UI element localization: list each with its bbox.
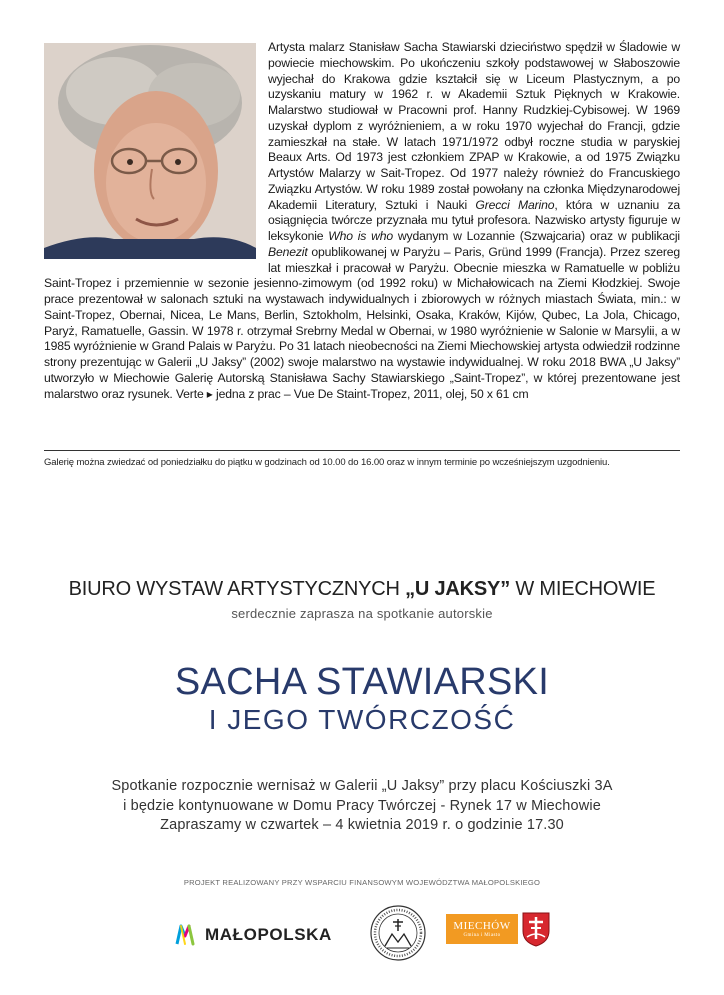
bio-text-part-3: wydanym w Lozannie (Szwajcaria) oraz w publikacji: [393, 229, 680, 243]
miechow-wordmark-box: [446, 914, 518, 944]
artist-name-title: SACHA STAWIARSKI: [174, 661, 550, 703]
miechow-logo: [446, 911, 551, 947]
event-details-line-1: Spotkanie rozpocznie wernisaż w Galerii „U Jaksy” przy placu Kościuszki 3A: [111, 778, 613, 794]
event-details: [0, 777, 724, 836]
miechow-name: MIECHÓW: [453, 919, 511, 932]
bwa-u-jaksy-seal-icon: [369, 904, 427, 967]
event-details-line-2: i będzie kontynuowane w Domu Pracy Twórczej - Rynek 17 w Miechowie: [123, 797, 601, 814]
bio-emphasis-grecci-marino: Grecci Marino: [475, 197, 555, 212]
miechow-coat-of-arms-icon: [521, 911, 551, 947]
organizer-name: „U JAKSY”: [405, 578, 510, 600]
portrait-spacer: [44, 40, 268, 265]
malopolska-m-icon: [175, 924, 199, 946]
miechow-subtitle: Gmina i Miasto: [463, 932, 501, 938]
malopolska-logo: [175, 920, 332, 950]
divider-line: [44, 450, 680, 451]
organizer-heading: [0, 578, 724, 601]
bio-text-part-2: , która w uznaniu za osiągnięcia twórcze przyznała mu tytuł profesora. Nazwisko artysty figuruje w leksykonie: [268, 197, 681, 243]
event-details-line-3: Zapraszamy w czwartek – 4 kwietnia 2019 r. o godzinie 17.30: [160, 817, 564, 833]
event-subtitle: I JEGO TWÓRCZOŚĆ: [208, 704, 516, 735]
bio-text-part-1: Artysta malarz Stanisław Sacha Stawiarski dzieciństwo spędził w Śladowie w powiecie miechowskim. Po ukończeniu szkoły podstawowej w Słaboszowie wyjechał do Krakowa gdzie kształcił się w Liceum Plastycznym, a po uzyskaniu matury w 1962 r. w Akademii Sztuk Pięknych w Krakowie. Malarstwo studiował w Pracowni prof. Hanny Rudzkiej-Cybisowej. W 1969 uzyskał dyplom z wyróżnieniem, a w roku 1970 wyjechał do Francji, gdzie zamieszkał na stałe. W latach 1971/1972 odbył roczne studia w paryskiej Beaux Arts. Od 1973 jest członkiem ZPAP w Krakowie, a od 1975 Związku Artystów Malarzy w Sait-Tropez. Od 1977 należy również do Francuskiego Związku Artystów. W roku 1989 został powołany na członka Międzynarodowej Akademii Literatury, Sztuki i Nauki: [268, 40, 680, 212]
bio-text-part-4: opublikowanej w Paryżu – Paris, Gründ 1999 (Francja). Przez szereg lat mieszkał i pracował w Paryżu. Obecnie mieszka w Ramatuelle w pobliżu Saint-Tropez i przemiennie w sezonie jesienno-zimowym (od 1992 roku) w Michałowicach na Ziemi Kłodzkiej. Swoje prace prezentował w salonach sztuki na wystawach indywidualnych i zbiorowych w różnych miastach Świata, min.: w Saint-Tropez, Obernai, Nicea, Le Mans, Berlin, Sztokholm, Helsinki, Osaka, Kraków, Kijów, Qubec, La Jola, Chicago, Paryż, Ramatuelle, Gassin. W 1978 r. otrzymał Srebrny Medal w Obernai, w 1980 wyróżnienie w Salonie w Marsylii, a w 1985 wyróżnienie w Grand Palais w Paryżu. Po 31 latach nieobecności na Ziemi Miechowskiej artysta odwiedził rodzinne strony prezentując w Galerii „U Jaksy” (2002) swoje malarstwo na wystawie indywidualnej. W roku 2018 BWA „U Jaksy” utworzyło w Miechowie Galerię Autorską Stanisława Sachy Stawiarskiego „Saint-Tropez”, w której prezentowane jest malarstwo oraz rysunek. Verte ▸ jedna z prac – Vue De Staint-Tropez, 2011, olej, 50 x 61 cm: [44, 244, 680, 401]
invitation-line: serdecznie zaprasza na spotkanie autorskie: [231, 606, 493, 621]
organizer-suffix: W MIECHOWIE: [510, 578, 656, 600]
opening-hours-note: Galerię można zwiedzać od poniedziałku do piątku w godzinach od 10.00 do 16.00 oraz w innym terminie po wcześniejszym uzgodnieniu.: [44, 457, 610, 468]
funding-note: PROJEKT REALIZOWANY PRZY WSPARCIU FINANSOWYM WOJEWÓDZTWA MAŁOPOLSKIEGO: [183, 878, 541, 887]
malopolska-wordmark: MAŁOPOLSKA: [205, 925, 332, 944]
artist-biography: [44, 40, 680, 402]
bio-emphasis-benezit: Benezit: [268, 244, 308, 259]
organizer-prefix: BIURO WYSTAW ARTYSTYCZNYCH: [68, 578, 406, 600]
bio-emphasis-who-is-who: Who is who: [328, 229, 393, 243]
